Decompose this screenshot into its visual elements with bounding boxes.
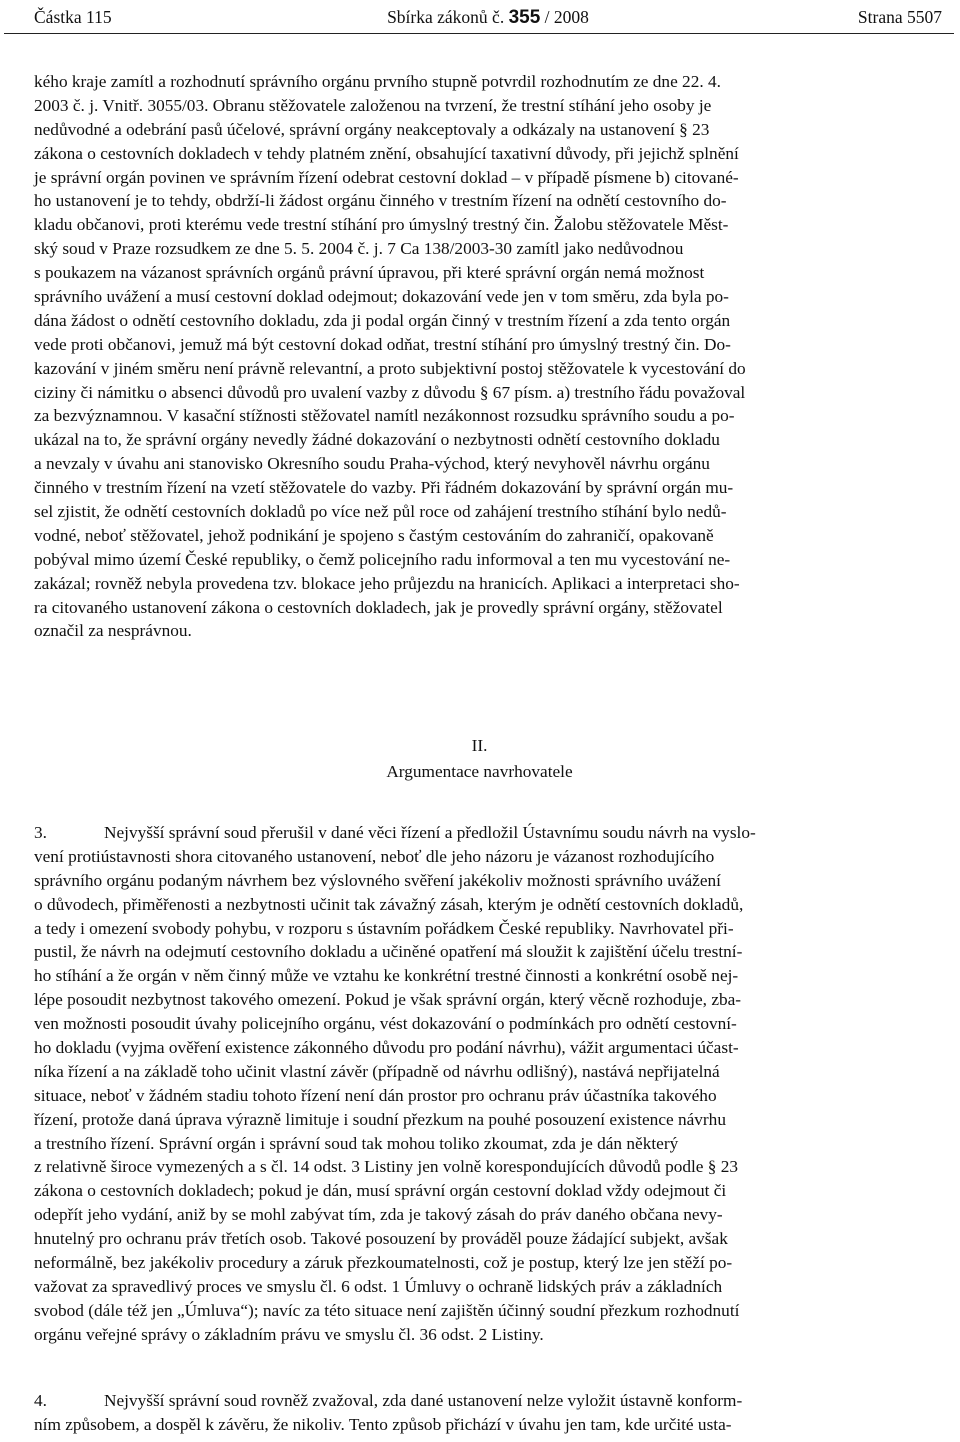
header-collection	[34, 6, 942, 29]
text-line: ho stíhání a že orgán v něm činný může ve vztahu ke konkrétní trestné činnosti a konkrétní osobě nej-	[34, 966, 739, 986]
text-line: nedůvodné a odebrání pasů účelové, správní orgány neakceptovaly a odkázaly na ustanovení § 23	[34, 119, 710, 139]
text-line: zakázal; rovněž nebyla provedena tzv. blokace jeho průjezdu na hranicích. Aplikaci a interpretaci sho-	[34, 573, 740, 593]
text-line: ra citovaného ustanovení zákona o cestovních dokladech, jak je provedly správní orgány, stěžovatel	[34, 597, 723, 617]
page-header	[34, 4, 942, 30]
text-line: označil za nesprávnou.	[34, 621, 192, 641]
text-line: kladu občanovi, proti kterému vede trestní stíhání pro úmyslný trestný čin. Žalobu stěžovatele Měst-	[34, 215, 729, 235]
text-line: orgánu veřejné správy o základním právu ve smyslu čl. 36 odst. 2 Listiny.	[34, 1324, 544, 1344]
text-line: ukázal na to, že správní orgány nevedly žádné dokazování o nezbytnosti odnětí cestovního dokladu	[34, 430, 720, 450]
paragraph-number: 3.	[34, 823, 47, 842]
header-page-number: Strana 5507	[857, 7, 942, 27]
text-line: a tedy i omezení svobody pohybu, v rozporu s ústavním pořádkem České republiky. Navrhovatel při-	[34, 918, 734, 938]
paragraph-4-first-line	[34, 1389, 925, 1413]
text-line: zákona o cestovních dokladech v tehdy platném znění, obsahující taxativní důvody, při jejichž splnění	[34, 143, 739, 163]
text-line: kého kraje zamítl a rozhodnutí správního orgánu prvního stupně potvrdil rozhodnutím ze dne 22. 4.	[34, 72, 721, 91]
text-line: řízení, protože daná úprava výrazně limituje i soudní přezkum na pouhé posouzení existence návrhu	[34, 1109, 726, 1129]
paragraph-3-first-line	[34, 821, 925, 845]
section-number: II.	[471, 736, 488, 755]
text-line: ho dokladu (vyjma ověření existence zákonného důvodu pro podání návrhu), vážit argumentaci účast-	[34, 1038, 739, 1058]
text-line: a nevzaly v úvahu ani stanovisko Okresního soudu Praha-východ, který nevyhověl návrhu orgánu	[34, 454, 710, 474]
text-line: svobod (dále též jen „Úmluva“); navíc za této situace není zajištěn účinný soudní přezkum rozhodnutí	[34, 1300, 740, 1320]
text-line: ven možnosti posoudit úvahy policejního orgánu, vést dokazování o podmínkách pro odnětí cestovní-	[34, 1014, 737, 1034]
text-line: za bezvýznamnou. V kasační stížnosti stěžovatel namítl nezákonnost rozsudku správního soudu a po-	[34, 406, 735, 426]
paragraph-3-first-text: Nejvyšší správní soud přerušil v dané věci řízení a předložil Ústavnímu soudu návrh na vyslo-	[104, 823, 756, 842]
text-line: s poukazem na vázanost správních orgánů právní úpravou, při které správní orgán nemá možnost	[34, 263, 705, 283]
paragraph-number: 4.	[34, 1391, 47, 1410]
text-line: pustil, že návrh na odejmutí cestovního dokladu a učiněné opatření má sloužit k zajištění účelu trestní-	[34, 942, 743, 962]
text-line: pobýval mimo území České republiky, o čemž policejního radu informoval a ten mu vycestování ne-	[34, 549, 731, 569]
text-line: z relativně široce vymezených a s čl. 14 odst. 3 Listiny jen volně korespondujících důvodů podle § 23	[34, 1157, 739, 1177]
text-line: vodné, neboť stěžovatel, jehož podnikání je spojeno s častým cestováním do zahraničí, opakovaně	[34, 525, 714, 545]
text-line: lépe posoudit nezbytnost takového omezení. Pokud je však správní orgán, který věcně rozhoduje, zba-	[34, 990, 742, 1010]
text-line: kazování v jiném směru není právně relevantní, a proto subjektivní postoj stěžovatele k vycestování do	[34, 358, 746, 378]
paragraph-3-body	[34, 845, 925, 1347]
text-line: važovat za spravedlivý proces ve smyslu čl. 6 odst. 1 Úmluvy o ochraně lidských práv a základních	[34, 1276, 723, 1296]
text-line: situace, neboť v žádném stadiu tohoto řízení není dán prostor pro ochranu práv účastníka takového	[34, 1085, 717, 1105]
text-line: činného v trestním řízení na vzetí stěžovatele do vazby. Při řádném dokazování by správní orgán mu-	[34, 478, 734, 498]
text-line: níka řízení a na základě toho učinit vlastní závěr (případně od návrhu odlišný), nastává nepřijatelná	[34, 1061, 720, 1081]
header-collection-suffix: / 2008	[544, 7, 589, 27]
text-line: dána žádost o odnětí cestovního dokladu, zda ji podal orgán činný v trestním řízení a zda tento orgán	[34, 310, 731, 330]
text-line: správního uvážení a musí cestovní doklad odejmout; dokazování vede jen v tom směru, zda byla po-	[34, 287, 729, 307]
header-rule	[4, 33, 954, 34]
text-line: ním způsobem, a dospěl k závěru, že nikoliv. Tento způsob přichází v úvahu jen tam, kde určité usta-	[34, 1414, 732, 1434]
text-line: vení protiústavnosti shora citovaného ustanovení, neboť dle jeho názoru je vázanost rozhodujícího	[34, 846, 715, 866]
text-line: ciziny či námitku o absenci důvodů pro uvalení vazby z důvodu § 67 písm. a) trestního řádu považoval	[34, 382, 746, 402]
text-line: hnutelný pro ochranu práv třetích osob. Takové posouzení by prováděl pouze žádající subjekt, avšak	[34, 1229, 728, 1249]
header-collection-prefix: Sbírka zákonů č.	[387, 7, 505, 27]
text-line: o důvodech, přiměřenosti a nezbytnosti učinit tak závažný zásah, kterým je odnětí cestovních dokladů,	[34, 894, 744, 914]
header-issue: Částka 115	[34, 7, 112, 27]
header-collection-number: 355	[508, 7, 541, 28]
text-line: zákona o cestovních dokladech; pokud je dán, musí správní orgán cestovní doklad vždy odejmout či	[34, 1181, 727, 1201]
text-line: je správní orgán povinen ve správním řízení odebrat cestovní doklad – v případě písmene b) citované-	[34, 167, 739, 187]
paragraph-3	[34, 821, 925, 1347]
section-title: Argumentace navrhovatele	[386, 762, 573, 781]
paragraph-4-body	[34, 1413, 925, 1437]
paragraph-4	[34, 1389, 925, 1437]
text-line: ský soud v Praze rozsudkem ze dne 5. 5. 2004 č. j. 7 Ca 138/2003-30 zamítl jako nedůvodnou	[34, 239, 684, 259]
text-line: odepřít jeho vydání, aniž by se mohl zabývat tím, zda je takový zásah do práv daného občana nevy-	[34, 1205, 723, 1225]
paragraph-continuation	[34, 70, 925, 643]
text-line: sel zjistit, že odnětí cestovních dokladů po více než půl roce od zahájení trestního stíhání bylo nedů-	[34, 502, 727, 522]
text-line: a trestního řízení. Správní orgán i správní soud tak mohou toliko zkoumat, zda je dán některý	[34, 1133, 679, 1153]
paragraph-4-first-text: Nejvyšší správní soud rovněž zvažoval, zda dané ustanovení nelze vyložit ústavně konform-	[104, 1391, 743, 1410]
text-line: ho ustanovení je to tehdy, obdrží-li žádost orgánu činného v trestním řízení na odnětí cestovního do-	[34, 191, 727, 211]
text-line: neformálně, bez jakékoliv procedury a záruk přezkoumatelnosti, což je postup, který lze jen stěží po-	[34, 1253, 733, 1273]
text-line: správního orgánu podaným návrhem bez výslovného svěření jakékoliv možnosti správního uvážení	[34, 870, 721, 890]
text-line: vede proti občanovi, jemuž má být cestovní dokad odňat, trestní stíhání pro úmyslný trestný čin. Do-	[34, 334, 731, 354]
text-line: 2003 č. j. Vnitř. 3055/03. Obranu stěžovatele založenou na tvrzení, že trestní stíhání jeho osoby je	[34, 95, 712, 115]
